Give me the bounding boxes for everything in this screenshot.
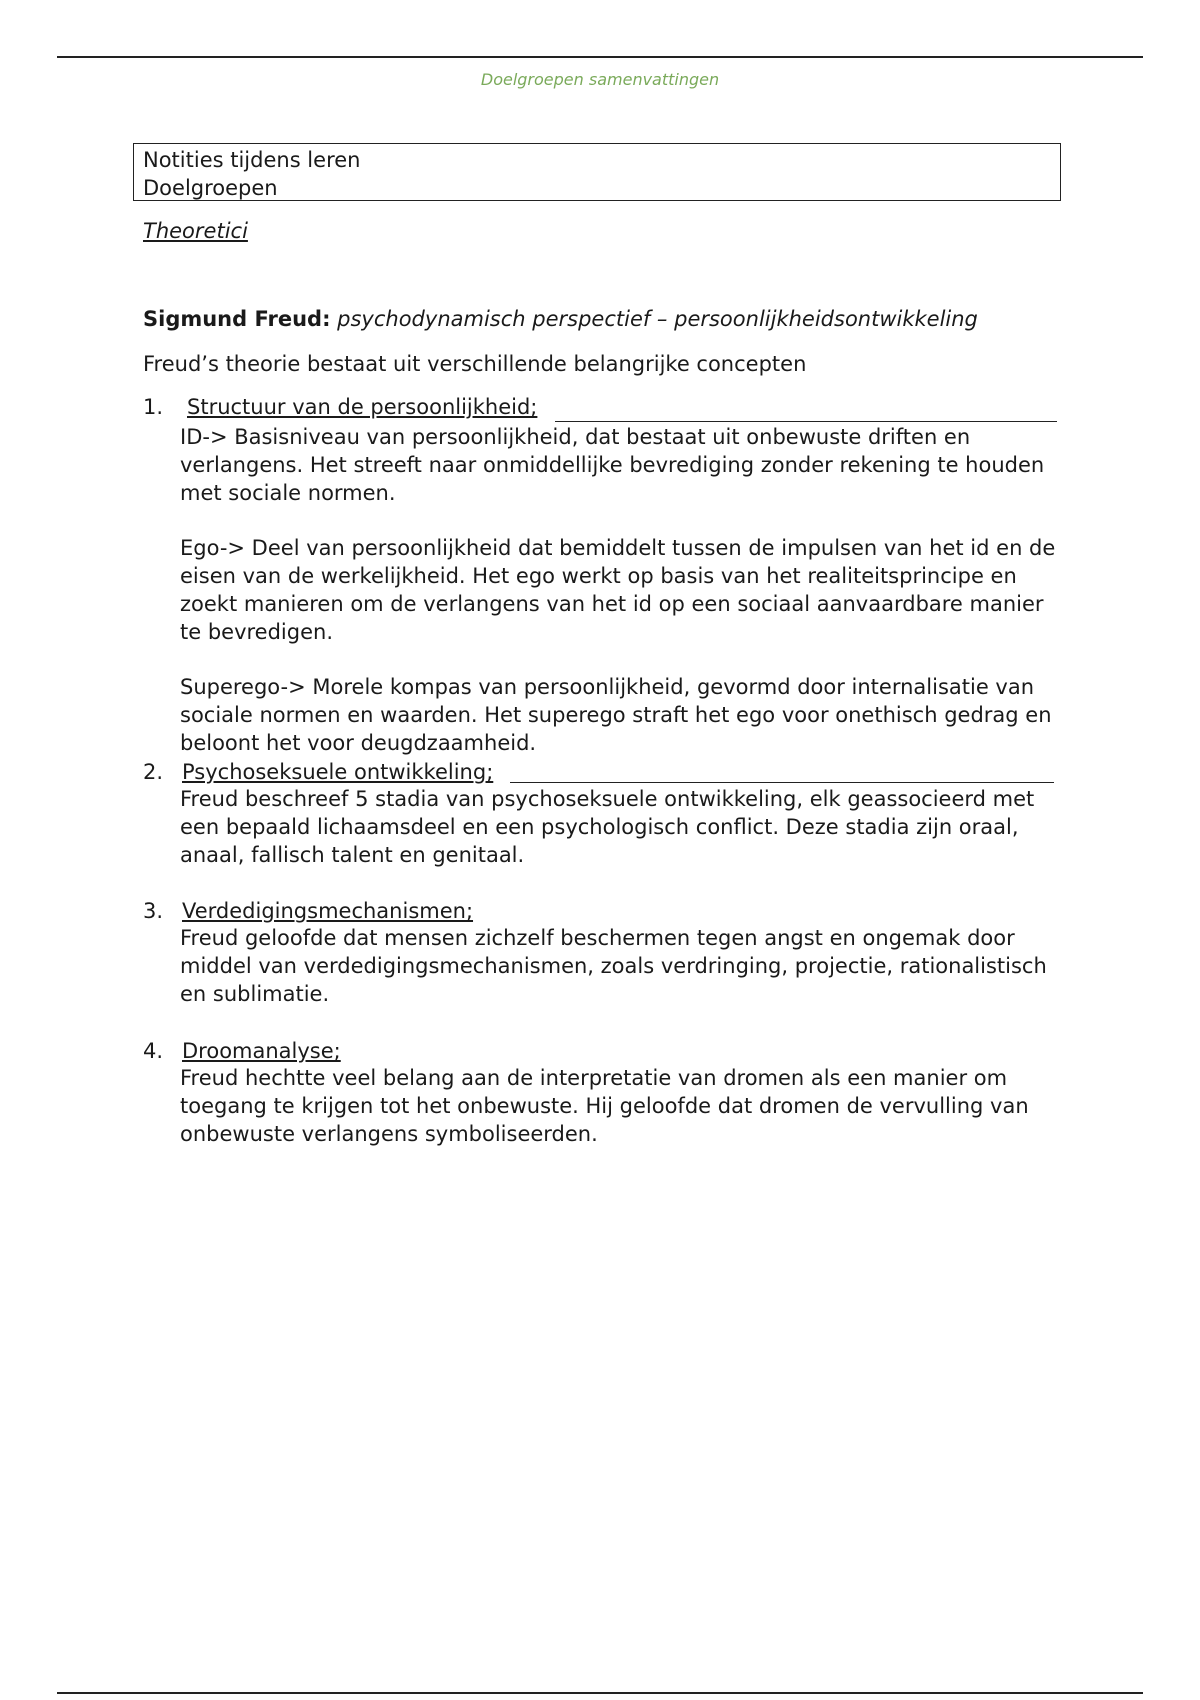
- item-2-paragraph: Freud beschreef 5 stadia van psychoseksuele ontwikkeling, elk geassocieerd met een bepaald lichaamsdeel en een psychologisch conflict. Deze stadia zijn oraal, anaal, fallisch talent en genitaal.: [180, 787, 1035, 867]
- item-1-title: Structuur van de persoonlijkheid;: [187, 395, 538, 419]
- item-1-title-rule: [555, 421, 1057, 422]
- item-1-paragraph-ego: Ego-> Deel van persoonlijkheid dat bemiddelt tussen de impulsen van het id en de eisen van de werkelijkheid. Het ego werkt op basis van het realiteitsprincipe en zoekt manieren om de verlangens van het id op een sociaal aanvaardbare manier te bevredigen.: [180, 536, 1056, 644]
- freud-perspective: psychodynamisch perspectief – persoonlijkheidsontwikkeling: [337, 307, 978, 331]
- freud-heading: [143, 307, 978, 331]
- item-2-number: 2.: [143, 760, 164, 784]
- item-2-title-rule: [510, 782, 1054, 783]
- item-1-paragraph-superego: Superego-> Morele kompas van persoonlijkheid, gevormd door internalisatie van sociale normen en waarden. Het superego straft het ego voor onethisch gedrag en beloont het voor deugdzaamheid.: [180, 675, 1052, 755]
- notes-box-line-2: Doelgroepen: [143, 176, 278, 200]
- freud-intro: Freud’s theorie bestaat uit verschillende belangrijke concepten: [143, 352, 807, 376]
- item-3-title: Verdedigingsmechanismen;: [182, 899, 474, 923]
- footer-rule: [57, 1692, 1143, 1694]
- item-3-paragraph: Freud geloofde dat mensen zichzelf beschermen tegen angst en ongemak door middel van verdedigingsmechanismen, zoals verdringing, projectie, rationalistisch en sublimatie.: [180, 926, 1047, 1006]
- item-3-number: 3.: [143, 899, 164, 923]
- notes-box-line-1: Notities tijdens leren: [143, 148, 361, 172]
- section-title: Theoretici: [143, 219, 248, 243]
- notes-box: [133, 143, 1061, 201]
- item-4-title: Droomanalyse;: [182, 1039, 341, 1063]
- header-rule: [57, 56, 1143, 58]
- item-1-paragraph-id: ID-> Basisniveau van persoonlijkheid, dat bestaat uit onbewuste driften en verlangens. Het streeft naar onmiddellijke bevrediging zonder rekening te houden met sociale normen.: [180, 425, 1045, 505]
- item-4-number: 4.: [143, 1039, 164, 1063]
- item-4-paragraph: Freud hechtte veel belang aan de interpretatie van dromen als een manier om toegang te krijgen tot het onbewuste. Hij geloofde dat dromen de vervulling van onbewuste verlangens symboliseerden.: [180, 1066, 1029, 1146]
- item-2-title: Psychoseksuele ontwikkeling;: [182, 760, 494, 784]
- page-header: Doelgroepen samenvattingen: [480, 70, 720, 89]
- item-1-number: 1.: [143, 395, 164, 419]
- freud-name: Sigmund Freud:: [143, 307, 331, 331]
